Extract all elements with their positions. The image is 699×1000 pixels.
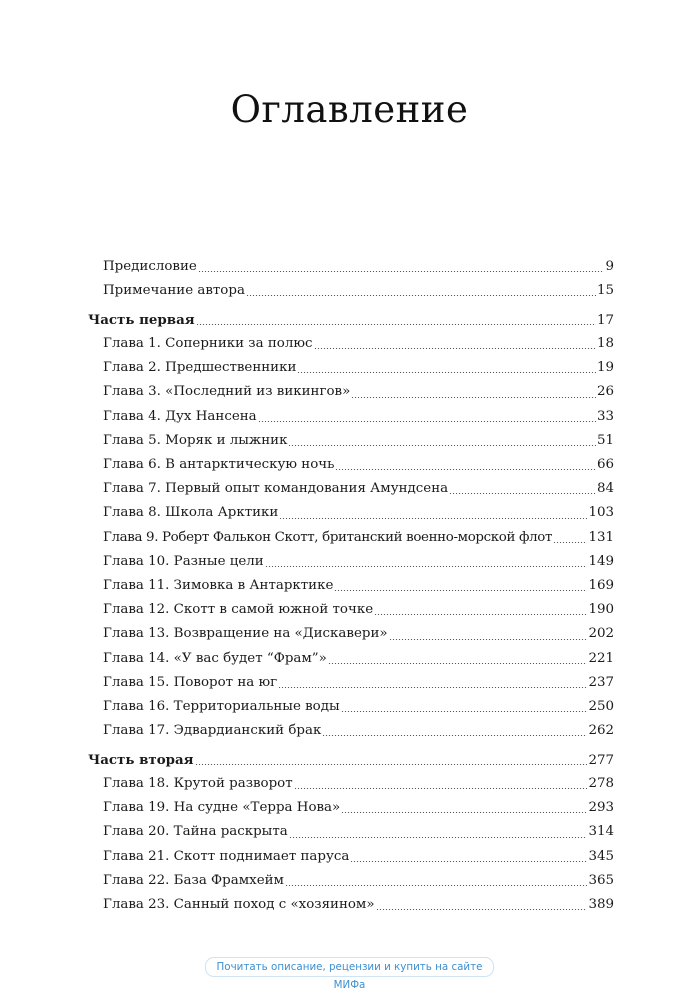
toc-entry-label: Глава 11. Зимовка в Антарктике (103, 577, 334, 593)
dot-leader (351, 397, 596, 398)
dot-leader (294, 788, 588, 789)
toc-entry-page: 103 (588, 505, 614, 521)
dot-leader (246, 295, 596, 296)
toc-entry-page: 26 (596, 384, 614, 400)
page-title: Оглавление (230, 88, 469, 131)
toc-entry-page: 84 (596, 481, 614, 497)
toc-part-2 (88, 748, 614, 772)
table-of-contents (88, 255, 614, 917)
dot-leader (334, 590, 587, 591)
toc-entry-chapter (88, 526, 614, 550)
toc-entry-label: Глава 17. Эдвардианский брак (103, 723, 322, 739)
dot-leader (297, 372, 596, 373)
toc-entry-page: 250 (588, 698, 614, 714)
dot-leader (198, 271, 605, 272)
toc-entry-page: 33 (596, 408, 614, 424)
dot-leader (553, 542, 587, 543)
toc-entry-chapter (88, 820, 614, 844)
buy-on-mif-link[interactable]: Почитать описание, рецензии и купить на сайте МИФа (205, 957, 494, 977)
toc-entry-chapter (88, 380, 614, 404)
toc-entry-page: 389 (588, 896, 614, 912)
toc-entry-page: 131 (588, 529, 614, 545)
toc-entry-label: Глава 21. Скотт поднимает паруса (103, 848, 350, 864)
toc-entry-chapter (88, 356, 614, 380)
toc-entry-chapter (88, 477, 614, 501)
toc-entry-label: Глава 8. Школа Арктики (103, 505, 279, 521)
dot-leader (279, 518, 587, 519)
dot-leader (374, 614, 587, 615)
toc-entry-chapter (88, 845, 614, 869)
toc-part-label: Часть первая (88, 311, 195, 328)
toc-entry-page: 15 (596, 283, 614, 299)
toc-part-1 (88, 308, 614, 332)
toc-entry-label: Глава 13. Возвращение на «Дискавери» (103, 626, 388, 642)
toc-entry-chapter (88, 598, 614, 622)
toc-entry-page: 278 (588, 775, 614, 791)
toc-entry-page: 17 (596, 312, 614, 328)
dot-leader (376, 909, 588, 910)
toc-entry-label: Глава 10. Разные цели (103, 553, 264, 569)
dot-leader (328, 663, 588, 664)
toc-entry-page: 293 (588, 800, 614, 816)
dot-leader (285, 885, 587, 886)
toc-entry-page: 66 (596, 457, 614, 472)
dot-leader (335, 469, 596, 470)
toc-entry-page: 202 (588, 626, 614, 642)
toc-entry-chapter (88, 405, 614, 429)
toc-entry-page: 277 (588, 752, 614, 768)
dot-leader (350, 861, 587, 862)
toc-entry-chapter (88, 869, 614, 893)
toc-entry-chapter (88, 453, 614, 477)
dot-leader (265, 566, 588, 567)
toc-entry-label: Глава 14. «У вас будет “Фрам”» (103, 650, 327, 666)
toc-entry-page: 18 (596, 336, 614, 352)
toc-entry-chapter (88, 893, 614, 917)
toc-entry-label: Глава 15. Поворот на юг (103, 674, 278, 690)
toc-entry-chapter (88, 429, 614, 453)
toc-entry-label: Глава 18. Крутой разворот (103, 775, 293, 791)
toc-entry-chapter (88, 719, 614, 743)
dot-leader (314, 348, 596, 349)
toc-entry-page: 51 (596, 432, 614, 448)
toc-entry-label: Глава 3. «Последний из викингов» (103, 384, 351, 400)
toc-entry-label: Глава 12. Скотт в самой южной точке (103, 602, 374, 618)
toc-entry-label: Глава 23. Санный поход с «хозяином» (103, 896, 375, 912)
toc-entry-page: 9 (605, 259, 614, 274)
dot-leader (258, 421, 596, 422)
dot-leader (278, 687, 587, 688)
toc-entry-page: 262 (588, 723, 614, 739)
dot-leader (288, 445, 595, 446)
toc-part-label: Часть вторая (88, 751, 194, 768)
toc-entry-page: 169 (588, 577, 614, 593)
dot-leader (449, 493, 596, 494)
toc-entry-chapter (88, 574, 614, 598)
toc-entry-label: Глава 22. База Фрамхейм (103, 872, 284, 888)
toc-entry-label: Глава 7. Первый опыт командования Амундсена (103, 481, 449, 497)
toc-entry-page: 345 (588, 848, 614, 864)
toc-entry-label: Глава 1. Соперники за полюс (103, 336, 313, 352)
toc-entry-chapter (88, 332, 614, 356)
toc-entry-page: 190 (588, 602, 614, 618)
toc-entry-page: 365 (588, 872, 614, 888)
dot-leader (322, 735, 587, 736)
dot-leader (341, 711, 588, 712)
toc-entry-label: Глава 16. Территориальные воды (103, 698, 340, 714)
dot-leader (195, 764, 588, 765)
toc-entry-chapter (88, 772, 614, 796)
toc-entry-label: Глава 6. В антарктическую ночь (103, 457, 335, 472)
toc-entry-page: 237 (588, 674, 614, 690)
toc-entry-page: 19 (596, 360, 614, 376)
toc-entry-label: Глава 9. Роберт Фалькон Скотт, британский военно-морской флот (103, 529, 553, 545)
toc-entry-chapter (88, 501, 614, 525)
dot-leader (341, 812, 587, 813)
toc-entry-chapter (88, 622, 614, 646)
dot-leader (389, 639, 588, 640)
toc-entry-chapter (88, 695, 614, 719)
dot-leader (196, 324, 596, 325)
toc-entry-label: Глава 5. Моряк и лыжник (103, 432, 288, 448)
toc-entry-label: Глава 20. Тайна раскрыта (103, 824, 288, 840)
toc-entry-label: Глава 2. Предшественники (103, 360, 297, 376)
toc-entry-page: 221 (588, 650, 614, 666)
toc-entry-chapter (88, 671, 614, 695)
toc-entry-chapter (88, 796, 614, 820)
toc-entry-chapter (88, 550, 614, 574)
toc-entry-label: Примечание автора (103, 283, 245, 299)
toc-entry-chapter (88, 647, 614, 671)
toc-entry-label: Глава 4. Дух Нансена (103, 408, 257, 424)
toc-entry-page: 149 (588, 553, 614, 569)
toc-entry-preface (88, 255, 614, 279)
toc-entry-label: Глава 19. На судне «Терра Нова» (103, 800, 341, 816)
toc-entry-author-note (88, 279, 614, 303)
toc-entry-page: 314 (588, 824, 614, 840)
dot-leader (289, 837, 588, 838)
toc-entry-label: Предисловие (103, 259, 197, 274)
